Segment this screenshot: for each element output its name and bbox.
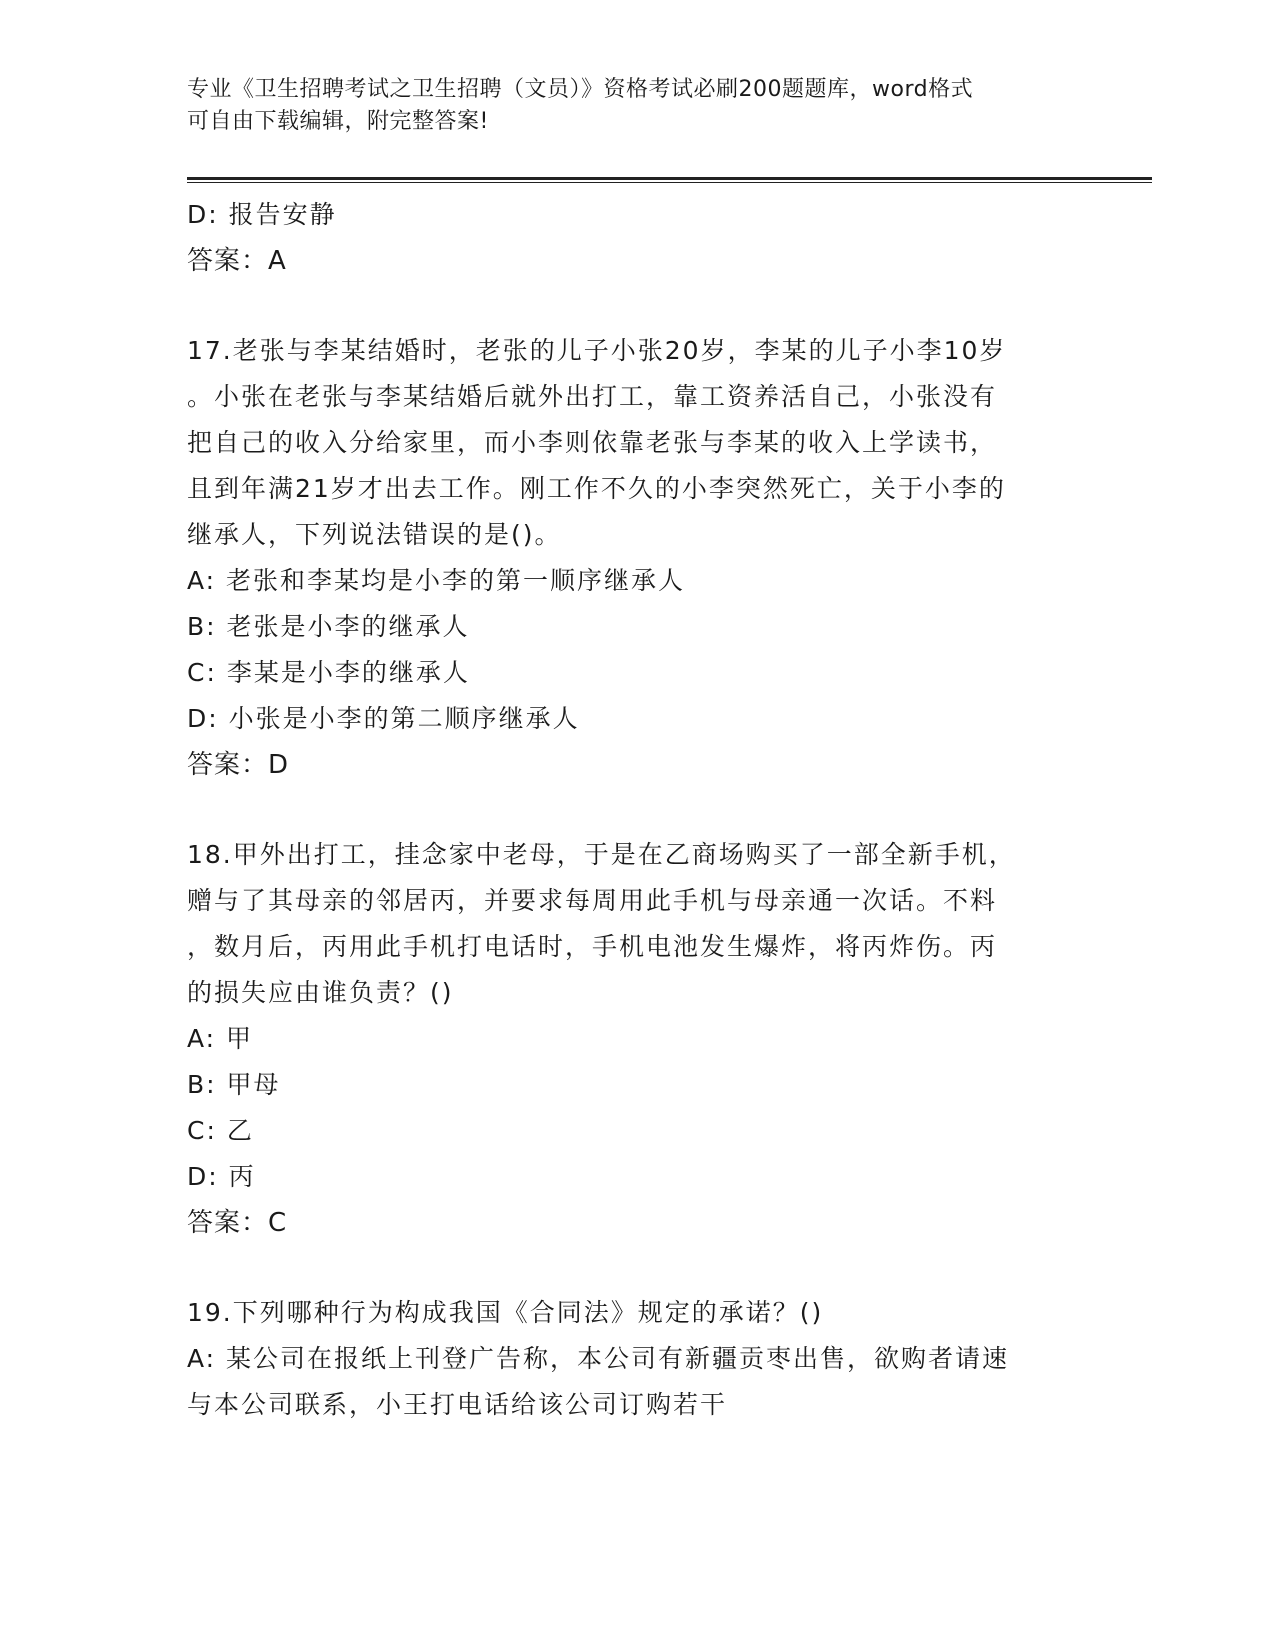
question-stem-line: 且到年满21岁才出去工作。刚工作不久的小李突然死亡，关于小李的 [187, 474, 1006, 503]
header-line-1: 专业《卫生招聘考试之卫生招聘（文员）》资格考试必刷200题题库，word格式 [187, 77, 974, 102]
question-stem-line: 赠与了其母亲的邻居丙，并要求每周用此手机与母亲通一次话。不料 [187, 886, 998, 915]
question-17 [187, 328, 1077, 788]
question-content [187, 192, 1077, 1428]
option-c: C: 李某是小李的继承人 [187, 658, 470, 687]
option-a: A: 老张和李某均是小李的第一顺序继承人 [187, 566, 686, 595]
option-b: B: 老张是小李的继承人 [187, 612, 470, 641]
option-b: B: 甲母 [187, 1070, 281, 1099]
option-d: D: 小张是小李的第二顺序继承人 [187, 704, 580, 733]
option-a-continued: 与本公司联系，小王打电话给该公司订购若干 [187, 1390, 728, 1419]
option-a: A: 甲 [187, 1024, 254, 1053]
question-stem-line: ，数月后，丙用此手机打电话时，手机电池发生爆炸，将丙炸伤。丙 [187, 932, 998, 961]
question-stem-line: 17.老张与李某结婚时，老张的儿子小张20岁，李某的儿子小李10岁 [187, 336, 1007, 365]
question-18 [187, 832, 1077, 1246]
question-16-tail [187, 192, 1077, 284]
header-line-2: 可自由下载编辑，附完整答案! [187, 109, 489, 134]
question-stem-line: 18.甲外出打工，挂念家中老母，于是在乙商场购买了一部全新手机， [187, 840, 1016, 869]
question-stem-line: 的损失应由谁负责？() [187, 978, 454, 1007]
question-stem-line: 。小张在老张与李某结婚后就外出打工，靠工资养活自己，小张没有 [187, 382, 998, 411]
option-c: C: 乙 [187, 1116, 254, 1145]
question-stem-line: 继承人，下列说法错误的是()。 [187, 520, 562, 549]
document-header [187, 74, 1067, 138]
question-19 [187, 1290, 1077, 1428]
option-d: D: 丙 [187, 1162, 256, 1191]
option-a: A: 某公司在报纸上刊登广告称，本公司有新疆贡枣出售，欲购者请速 [187, 1344, 1010, 1373]
header-rule-thin [187, 182, 1152, 183]
question-stem-line: 把自己的收入分给家里，而小李则依靠老张与李某的收入上学读书， [187, 428, 998, 457]
answer-label: 答案：D [187, 750, 290, 780]
answer-label: 答案：C [187, 1208, 288, 1238]
header-rule-thick [187, 177, 1152, 180]
answer-label: 答案：A [187, 246, 287, 276]
option-d: D: 报告安静 [187, 200, 337, 229]
question-stem-line: 19.下列哪种行为构成我国《合同法》规定的承诺？() [187, 1298, 824, 1327]
